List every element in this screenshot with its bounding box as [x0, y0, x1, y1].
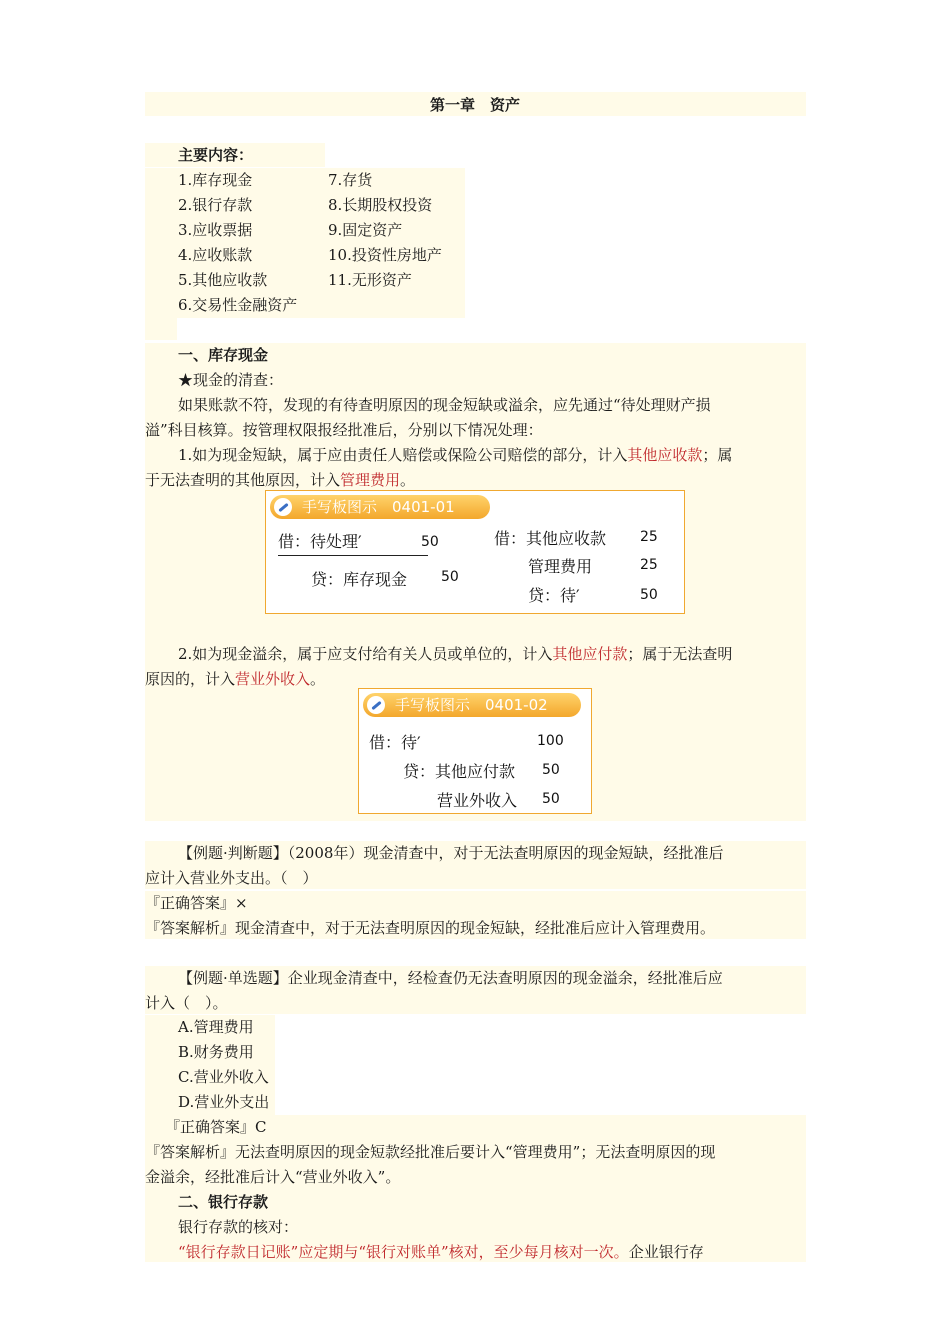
contents-heading: 主要内容：: [178, 146, 254, 164]
entry-text: 营业外收入: [437, 791, 518, 810]
entry-amount: 50: [640, 587, 658, 603]
handwriting-board-2: [358, 688, 592, 814]
list-item: 1.库存现金: [178, 171, 253, 189]
list-item: 2.银行存款: [178, 196, 253, 214]
pen-icon: [367, 696, 385, 714]
answer-analysis: 『答案解析』现金清查中，对于无法查明原因的现金短缺，经批准后应计入管理费用。: [145, 919, 716, 937]
correct-answer: 『正确答案』×: [145, 894, 248, 912]
example-question: 计入（ ）。: [145, 994, 228, 1012]
subheading-bank-check: 银行存款的核对：: [178, 1218, 299, 1236]
list-item: 5.其他应收款: [178, 271, 268, 289]
entry-amount: 50: [421, 534, 439, 550]
entry-text: 管理费用: [528, 557, 593, 576]
entry-text: 贷：其他应付款: [403, 762, 516, 781]
answer-analysis: 『答案解析』无法查明原因的现金短款经批准后要计入“管理费用”；无法查明原因的现: [145, 1143, 716, 1161]
entry-text: 贷：待′: [528, 586, 580, 605]
section-heading-bank: 二、银行存款: [178, 1193, 269, 1211]
entry-amount: 50: [441, 569, 459, 585]
list-item: 9.固定资产: [328, 221, 403, 239]
option-item: D.营业外支出: [178, 1093, 270, 1111]
option-item: C.营业外收入: [178, 1068, 269, 1086]
entry-text: 贷：库存现金: [311, 570, 408, 589]
paragraph-line: 溢”科目核算。按管理权限报经批准后，分别以下情况处理：: [145, 421, 543, 439]
highlight-term: 其他应付款: [552, 645, 628, 663]
entry-amount: 100: [537, 733, 564, 749]
list-item: 3.应收票据: [178, 221, 253, 239]
option-item: B.财务费用: [178, 1043, 254, 1061]
entry-text: 借：其他应收款: [494, 529, 607, 548]
entry-text: 借：待处理′: [278, 532, 362, 551]
paragraph-line: “银行存款日记账”应定期与“银行对账单”核对，至少每月核对一次。企业银行存: [178, 1243, 704, 1261]
answer-analysis: 金溢余，经批准后计入“营业外收入”。: [145, 1168, 401, 1186]
item-surplus-line: 2.如为现金溢余，属于应支付给有关人员或单位的，计入其他应付款；属于无法查明: [178, 645, 733, 663]
entry-amount: 50: [542, 791, 560, 807]
board-header: 手写板图示 0401-01: [270, 495, 490, 519]
entry-amount: 25: [640, 557, 658, 573]
list-item: 7.存货: [328, 171, 373, 189]
option-item: A.管理费用: [178, 1018, 254, 1036]
highlight-term: “银行存款日记账”应定期与“银行对账单”核对，至少每月核对一次。: [178, 1243, 629, 1261]
page-title: 第一章 资产: [429, 96, 520, 114]
correct-answer: 『正确答案』C: [165, 1118, 267, 1136]
highlight-term: 营业外收入: [235, 670, 311, 688]
list-item: 10.投资性房地产: [328, 246, 442, 264]
handwriting-board-1: [265, 490, 685, 614]
example-question: 【例题·单选题】企业现金清查中，经检查仍无法查明原因的现金溢余，经批准后应: [178, 969, 723, 987]
paragraph-line: 如果账款不符，发现的有待查明原因的现金短缺或溢余，应先通过“待处理财产损: [178, 396, 711, 414]
entry-text: 借：待′: [369, 733, 421, 752]
highlight-term: 其他应收款: [627, 446, 703, 464]
entry-amount: 25: [640, 529, 658, 545]
example-question: 【例题·判断题】（2008年）现金清查中，对于无法查明原因的现金短缺，经批准后: [178, 844, 724, 862]
underline: [278, 555, 428, 556]
list-item: 8.长期股权投资: [328, 196, 433, 214]
list-item: 6.交易性金融资产: [178, 296, 298, 314]
item-shortage-line: 于无法查明的其他原因，计入管理费用。: [145, 471, 416, 489]
subheading-cash-check: ★现金的清查：: [178, 371, 284, 389]
list-item: 4.应收账款: [178, 246, 253, 264]
item-shortage-line: 1.如为现金短缺，属于应由责任人赔偿或保险公司赔偿的部分，计入其他应收款；属: [178, 446, 733, 464]
section-heading-cash: 一、库存现金: [178, 346, 269, 364]
highlight-term: 管理费用: [340, 471, 401, 489]
board-header: 手写板图示 0401-02: [363, 693, 581, 717]
item-surplus-line: 原因的，计入营业外收入。: [145, 670, 326, 688]
pen-icon: [274, 498, 292, 516]
example-question: 应计入营业外支出。（ ）: [145, 869, 318, 887]
entry-amount: 50: [542, 762, 560, 778]
list-item: 11.无形资产: [328, 271, 412, 289]
